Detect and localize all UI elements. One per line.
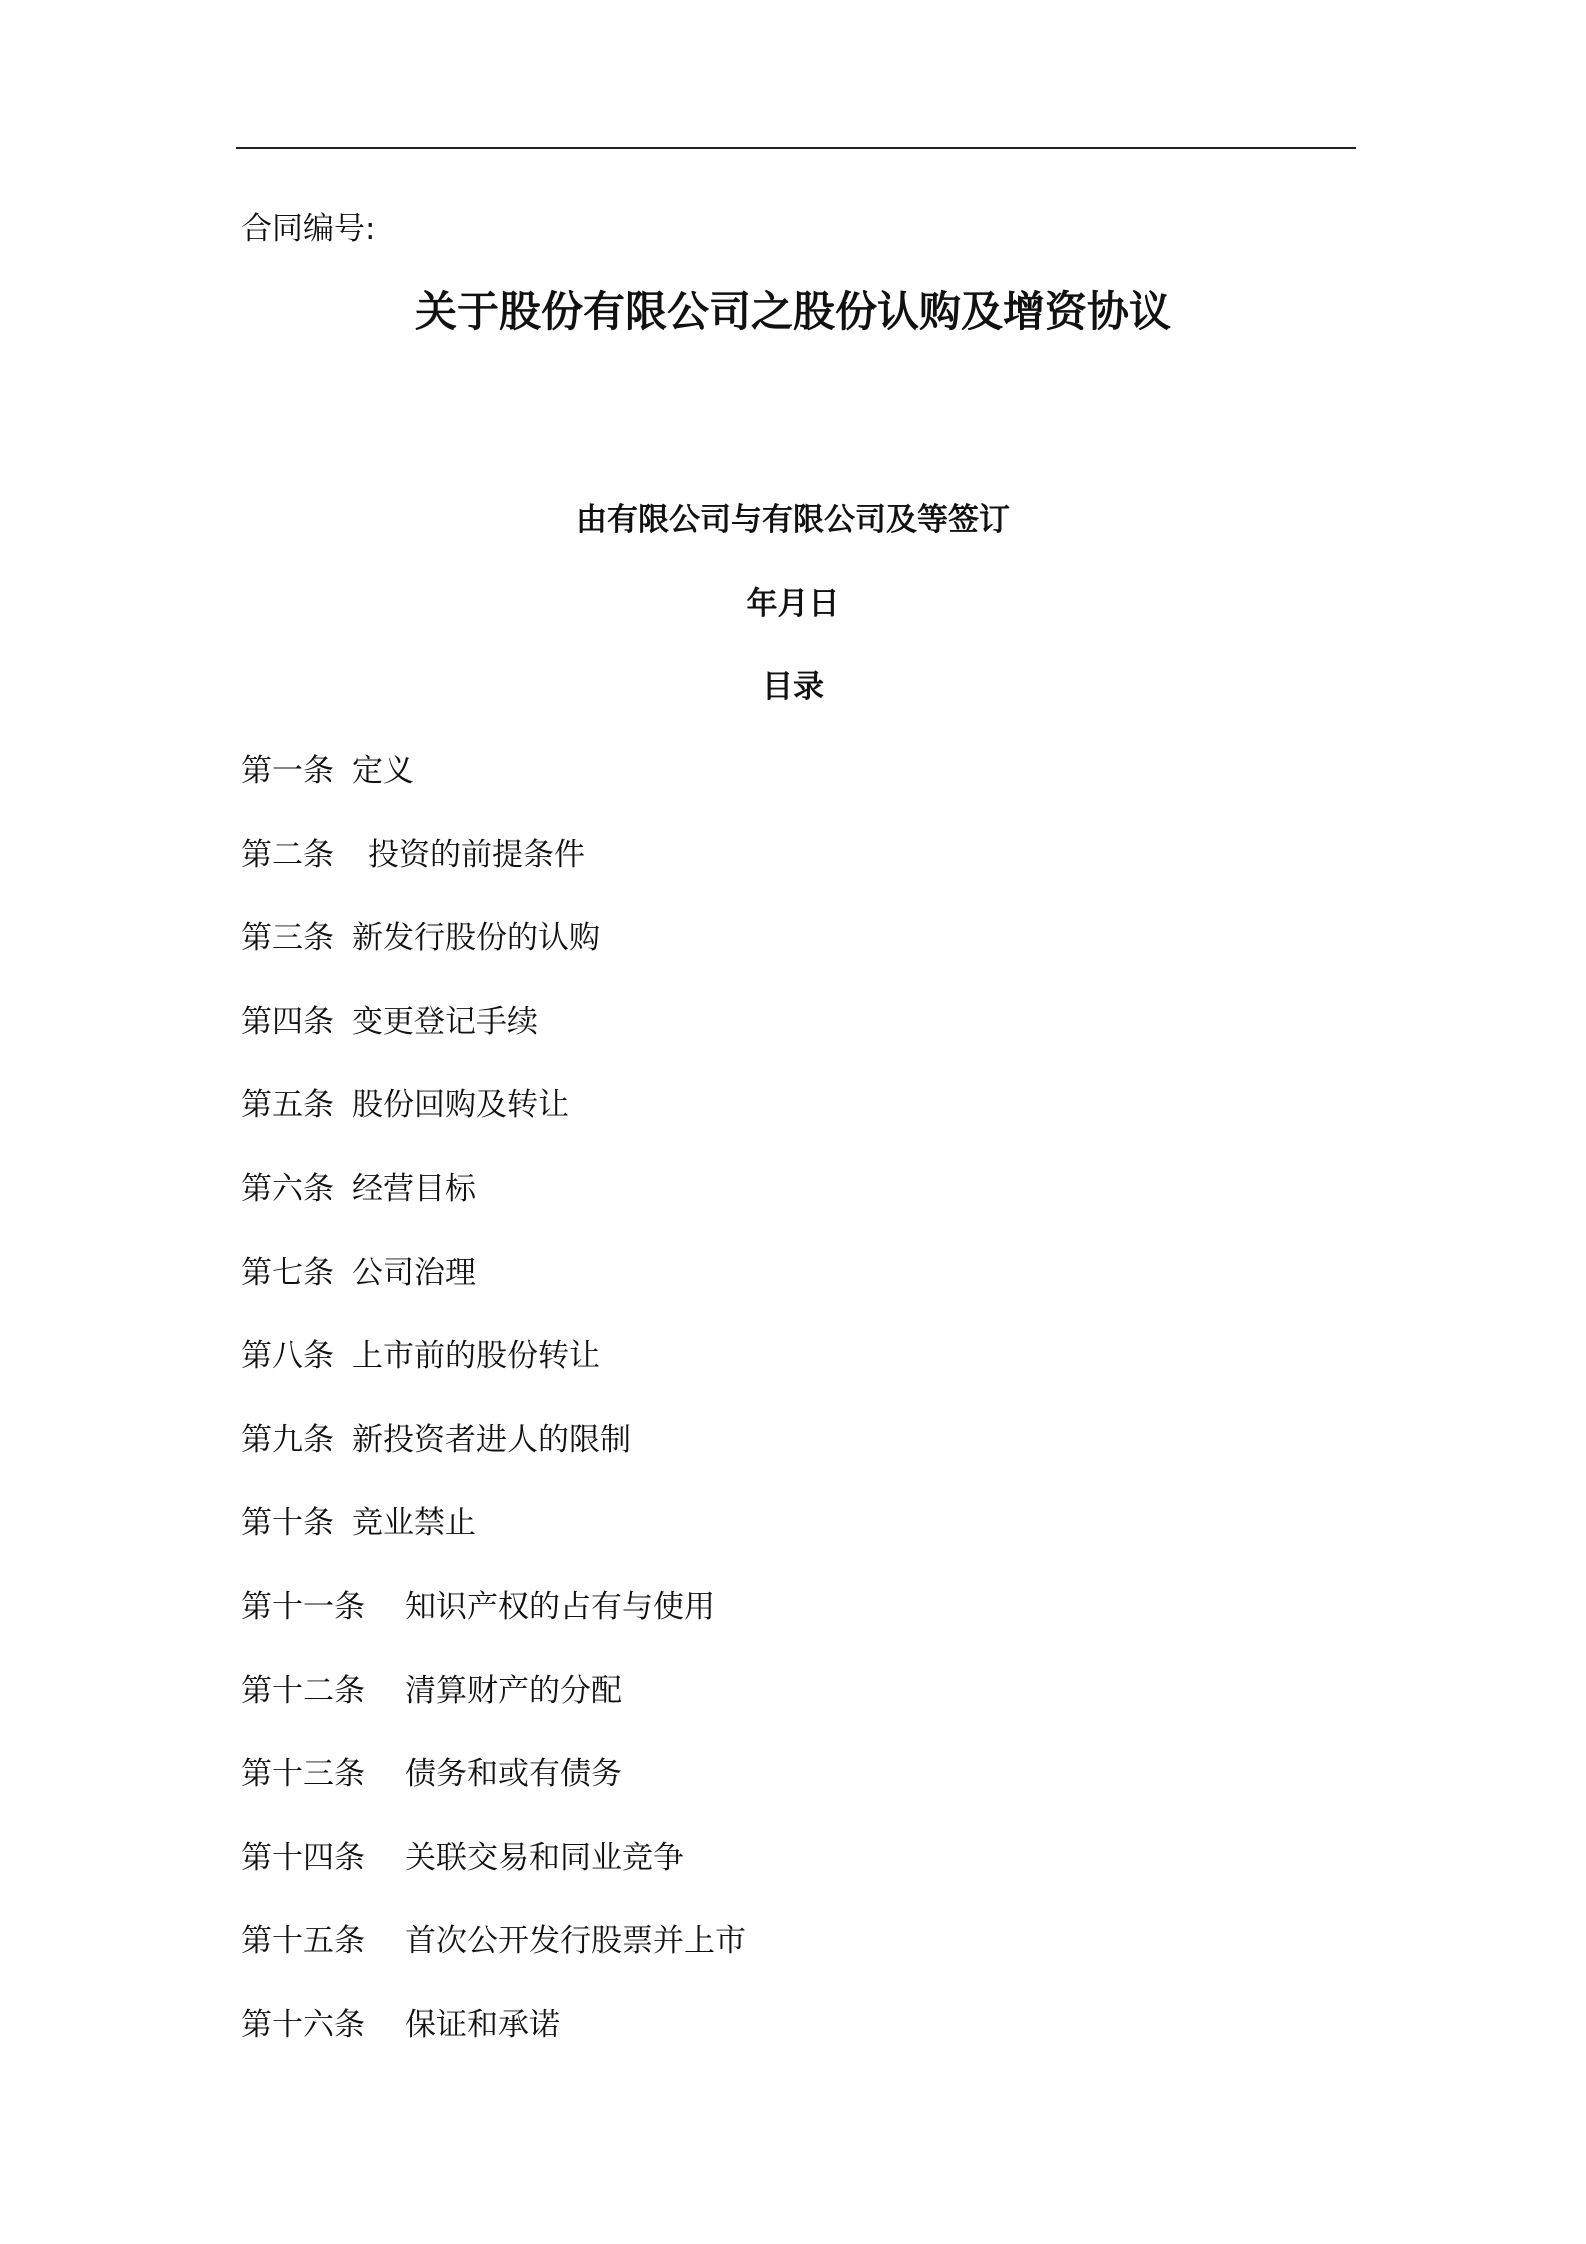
toc-heading: 目录 bbox=[762, 669, 824, 705]
toc-item-14 bbox=[241, 1838, 746, 1922]
toc-item-title: 新发行股份的认购 bbox=[352, 920, 600, 957]
toc-item-number: 第一条 bbox=[241, 753, 334, 789]
toc-item-number: 第二条 bbox=[241, 836, 334, 873]
toc-item-13 bbox=[241, 1754, 746, 1838]
toc-item-title: 股份回购及转让 bbox=[352, 1087, 569, 1124]
toc-item-10 bbox=[241, 1503, 746, 1587]
toc-item-7 bbox=[241, 1253, 746, 1337]
toc-item-number: 第九条 bbox=[241, 1421, 334, 1458]
toc-item-title: 上市前的股份转让 bbox=[352, 1338, 600, 1375]
toc-item-title: 定义 bbox=[352, 753, 414, 789]
toc-item-number: 第十三条 bbox=[241, 1756, 365, 1793]
toc-item-1 bbox=[241, 751, 746, 835]
toc-item-number: 第六条 bbox=[241, 1170, 334, 1207]
header-rule bbox=[236, 147, 1356, 149]
toc-item-12 bbox=[241, 1671, 746, 1755]
toc-item-2 bbox=[241, 835, 746, 919]
toc-item-title: 关联交易和同业竞争 bbox=[405, 1839, 684, 1876]
toc-item-number: 第八条 bbox=[241, 1338, 334, 1375]
toc-item-number: 第十四条 bbox=[241, 1839, 365, 1876]
toc-item-number: 第十条 bbox=[241, 1505, 334, 1542]
toc-item-title: 清算财产的分配 bbox=[405, 1672, 622, 1709]
toc-item-title: 债务和或有债务 bbox=[405, 1756, 622, 1793]
toc-item-3 bbox=[241, 918, 746, 1002]
signing-date: 年月日 bbox=[746, 586, 840, 622]
contract-number-label: 合同编号: bbox=[241, 211, 376, 247]
toc-item-title: 投资的前提条件 bbox=[368, 836, 585, 873]
toc-item-title: 公司治理 bbox=[352, 1254, 476, 1291]
toc-item-16 bbox=[241, 2005, 746, 2089]
toc-item-number: 第十一条 bbox=[241, 1588, 365, 1625]
toc-item-title: 经营目标 bbox=[352, 1170, 476, 1207]
toc-item-number: 第七条 bbox=[241, 1254, 334, 1291]
toc-item-8 bbox=[241, 1336, 746, 1420]
toc-item-4 bbox=[241, 1002, 746, 1086]
toc-item-number: 第十二条 bbox=[241, 1672, 365, 1709]
toc-item-title: 知识产权的占有与使用 bbox=[405, 1588, 715, 1625]
document-title: 关于股份有限公司之股份认购及增资协议 bbox=[414, 287, 1171, 336]
toc-item-title: 变更登记手续 bbox=[352, 1003, 538, 1040]
signing-parties: 由有限公司与有限公司及等签订 bbox=[576, 502, 1010, 538]
toc-item-number: 第三条 bbox=[241, 920, 334, 957]
table-of-contents bbox=[241, 751, 746, 2089]
toc-item-15 bbox=[241, 1921, 746, 2005]
toc-item-title: 新投资者进人的限制 bbox=[352, 1421, 631, 1458]
toc-item-number: 第十五条 bbox=[241, 1923, 365, 1960]
toc-item-5 bbox=[241, 1085, 746, 1169]
toc-item-number: 第五条 bbox=[241, 1087, 334, 1124]
toc-item-number: 第十六条 bbox=[241, 2006, 365, 2043]
toc-item-9 bbox=[241, 1420, 746, 1504]
toc-item-number: 第四条 bbox=[241, 1003, 334, 1040]
toc-item-title: 竞业禁止 bbox=[352, 1505, 476, 1542]
toc-item-6 bbox=[241, 1169, 746, 1253]
toc-item-title: 保证和承诺 bbox=[405, 2006, 560, 2043]
toc-item-11 bbox=[241, 1587, 746, 1671]
toc-item-title: 首次公开发行股票并上市 bbox=[405, 1923, 746, 1960]
